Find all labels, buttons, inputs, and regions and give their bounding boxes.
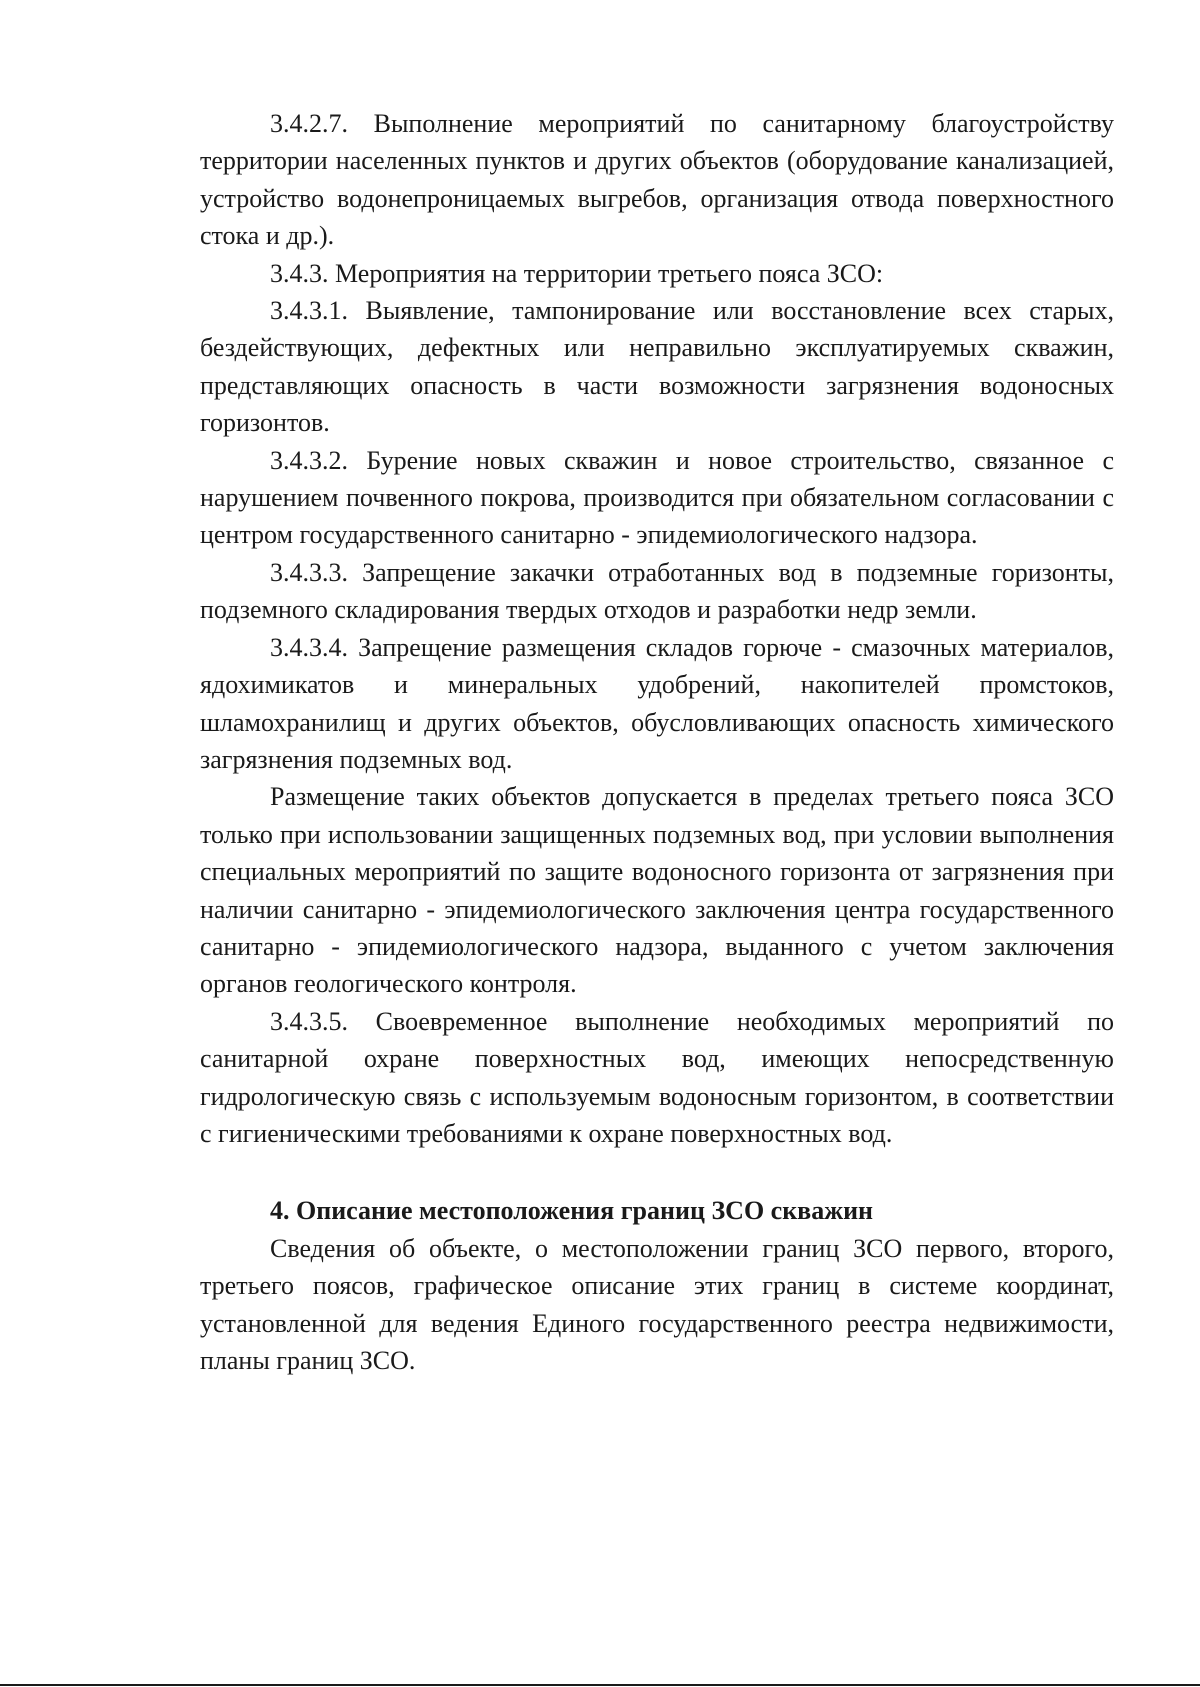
paragraph-placement-conditions: Размещение таких объектов допускается в пределах третьего пояса ЗСО только при использовании защищенных подземных вод, при условии выполнения специальных мероприятий по защите водоносного горизонта от загрязнения при наличии санитарно - эпидемиологического заключения центра государственного санитарно - эпидемиологического надзора, выданного с учетом заключения органов геологического контроля. xyxy=(200,782,1114,999)
paragraph-3-4-3-1: 3.4.3.1. Выявление, тампонирование или восстановление всех старых, бездействующих, дефектных или неправильно эксплуатируемых скважин, представляющих опасность в части возможности загрязнения водоносных горизонтов. xyxy=(200,296,1114,438)
paragraph-3-4-3-5: 3.4.3.5. Своевременное выполнение необходимых мероприятий по санитарной охране поверхностных вод, имеющих непосредственную гидрологическую связь с используемым водоносным горизонтом, в соответствии с гигиеническими требованиями к охране поверхностных вод. xyxy=(200,1006,1114,1148)
paragraph-3-4-3: 3.4.3. Мероприятия на территории третьего пояса ЗСО: xyxy=(270,258,884,288)
section-paragraph: Сведения об объекте, о местоположении границ ЗСО первого, второго, третьего поясов, графическое описание этих границ в системе координат, установленной для ведения Единого государственного реестра недвижимости, планы границ ЗСО. xyxy=(200,1233,1114,1375)
document-page xyxy=(200,105,1114,1379)
page-bottom-rule xyxy=(0,1684,1200,1686)
paragraph-3-4-3-3: 3.4.3.3. Запрещение закачки отработанных вод в подземные горизонты, подземного складирования твердых отходов и разработки недр земли. xyxy=(200,557,1114,625)
paragraph-3-4-3-4: 3.4.3.4. Запрещение размещения складов горюче - смазочных материалов, ядохимикатов и минеральных удобрений, накопителей промстоков, шламохранилищ и других объектов, обусловливающих опасность химического загрязнения подземных вод. xyxy=(200,632,1114,774)
paragraph-3-4-2-7: 3.4.2.7. Выполнение мероприятий по санитарному благоустройству территории населенных пунктов и других объектов (оборудование канализацией, устройство водонепроницаемых выгребов, организация отвода поверхностного стока и др.). xyxy=(200,109,1114,251)
section-heading: 4. Описание местоположения границ ЗСО скважин xyxy=(270,1196,874,1226)
paragraph-3-4-3-2: 3.4.3.2. Бурение новых скважин и новое строительство, связанное с нарушением почвенного покрова, производится при обязательном согласовании с центром государственного санитарно - эпидемиологического надзора. xyxy=(200,445,1114,550)
